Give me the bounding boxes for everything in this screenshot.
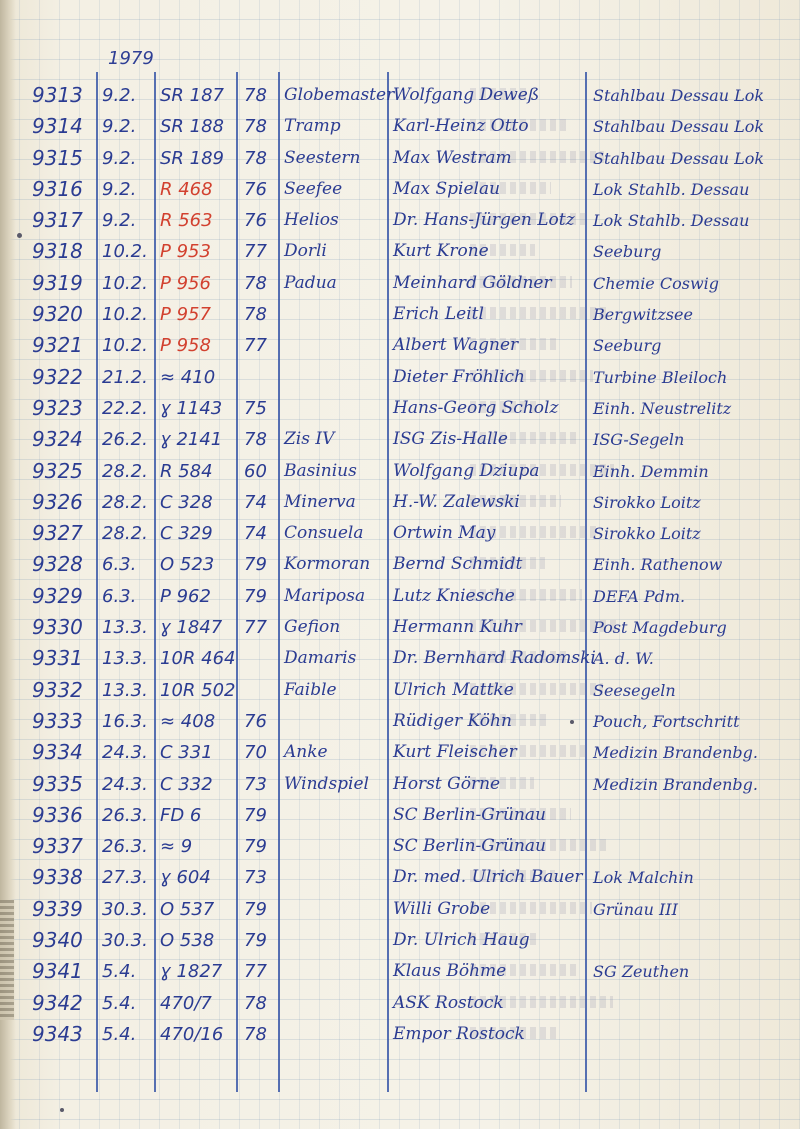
build-year: 78 — [244, 1023, 267, 1045]
build-year: 77 — [244, 335, 267, 357]
entry-date: 30.3. — [102, 898, 148, 920]
entry-number: 9317 — [32, 208, 83, 233]
sail-number: 10R 464 — [160, 648, 236, 670]
table-row — [0, 299, 800, 330]
owner-name: SC Berlin-Grünau — [393, 836, 546, 857]
entry-date: 27.3. — [102, 867, 148, 889]
entry-number: 9316 — [32, 176, 83, 201]
table-row — [0, 80, 800, 111]
owner-name: Dr. Hans-Jürgen Lotz — [393, 210, 575, 231]
club-name: Einh. Neustrelitz — [593, 398, 732, 418]
entry-number: 9339 — [32, 896, 83, 921]
owner-name: Willi Grobe — [393, 898, 491, 919]
owner-name: Wolfgang Deweß — [393, 85, 540, 105]
entry-date: 5.4. — [102, 961, 137, 983]
entry-date: 13.3. — [102, 617, 148, 639]
owner-name: Dr. med. Ulrich Bauer — [393, 867, 583, 888]
entry-number: 9323 — [32, 395, 83, 420]
entry-date: 28.2. — [102, 460, 148, 482]
entry-date: 22.2. — [102, 397, 148, 419]
boat-name: Mariposa — [284, 585, 366, 606]
table-row — [0, 174, 800, 205]
paper-speck — [60, 1108, 64, 1112]
table-row — [0, 581, 800, 612]
owner-name: Karl-Heinz Otto — [393, 116, 529, 137]
table-row — [0, 1019, 800, 1050]
club-name: Medizin Brandenbg. — [593, 774, 758, 794]
boat-name: Anke — [284, 742, 328, 763]
sail-number: ɣ 1827 — [160, 961, 223, 983]
build-year: 79 — [244, 554, 267, 576]
build-year: 76 — [244, 710, 267, 732]
entry-number: 9320 — [32, 302, 83, 327]
entry-date: 24.3. — [102, 742, 148, 764]
boat-name: Globemaster — [284, 85, 395, 105]
entry-number: 9319 — [32, 270, 83, 295]
boat-name: Damaris — [284, 648, 357, 669]
owner-name: Empor Rostock — [393, 1023, 525, 1044]
sail-number: ɣ 604 — [160, 867, 211, 889]
sail-number: O 537 — [160, 898, 215, 920]
sail-number: ≈ 9 — [160, 836, 193, 858]
club-name: Lok Stahlb. Dessau — [593, 211, 750, 231]
owner-name: H.-W. Zalewski — [393, 491, 520, 512]
entry-number: 9336 — [32, 802, 83, 827]
table-row — [0, 894, 800, 925]
sail-number: ɣ 1847 — [160, 617, 223, 639]
club-name: Pouch, Fortschritt — [593, 711, 740, 731]
entry-number: 9326 — [32, 489, 83, 514]
entry-date: 9.2. — [102, 210, 137, 232]
entry-date: 6.3. — [102, 585, 137, 607]
table-row — [0, 549, 800, 580]
boat-name: Kormoran — [284, 554, 371, 575]
boat-name: Zis IV — [284, 429, 335, 450]
entry-date: 6.3. — [102, 554, 137, 576]
owner-name: Horst Görne — [393, 773, 501, 794]
club-name: Chemie Coswig — [593, 273, 719, 293]
build-year: 76 — [244, 178, 267, 200]
build-year: 78 — [244, 304, 267, 326]
club-name: Medizin Brandenbg. — [593, 743, 758, 763]
boat-name: Minerva — [284, 491, 356, 512]
entry-number: 9341 — [32, 959, 83, 984]
table-row — [0, 205, 800, 236]
boat-name: Consuela — [284, 523, 364, 544]
table-row — [0, 143, 800, 174]
table-row — [0, 111, 800, 142]
club-name: Grünau III — [593, 899, 678, 919]
build-year: 77 — [244, 617, 267, 639]
club-name: A. d. W. — [593, 649, 654, 669]
club-name: Bergwitzsee — [593, 305, 693, 325]
owner-name: Dr. Bernhard Radomski — [393, 648, 596, 669]
sail-number: O 538 — [160, 930, 215, 952]
owner-name: Max Spielau — [393, 178, 501, 199]
build-year: 79 — [244, 804, 267, 826]
entry-date: 26.3. — [102, 804, 148, 826]
entry-date: 10.2. — [102, 241, 148, 263]
sail-number: P 957 — [160, 304, 211, 326]
table-row — [0, 456, 800, 487]
sail-number: R 584 — [160, 460, 213, 482]
entry-date: 28.2. — [102, 523, 148, 545]
build-year: 78 — [244, 85, 267, 106]
entry-date: 13.3. — [102, 679, 148, 701]
build-year: 78 — [244, 992, 267, 1014]
entry-date: 5.4. — [102, 992, 137, 1014]
owner-name: Klaus Böhme — [393, 961, 507, 982]
year-heading: 1979 — [108, 48, 154, 69]
owner-name: Bernd Schmidt — [393, 554, 523, 575]
club-name: Einh. Demmin — [593, 461, 709, 481]
build-year: 73 — [244, 773, 267, 795]
entry-date: 24.3. — [102, 773, 148, 795]
owner-name: Wolfgang Dziupa — [393, 460, 540, 481]
build-year: 77 — [244, 241, 267, 263]
entry-number: 9338 — [32, 865, 83, 890]
table-row — [0, 424, 800, 455]
table-row — [0, 487, 800, 518]
club-name: Stahlbau Dessau Lok — [593, 148, 765, 168]
entry-number: 9340 — [32, 928, 83, 953]
entry-number: 9313 — [32, 83, 83, 107]
sail-number: C 328 — [160, 491, 213, 513]
entry-number: 9334 — [32, 740, 83, 765]
boat-name: Basinius — [284, 460, 357, 481]
owner-name: Dr. Ulrich Haug — [393, 930, 530, 951]
entry-date: 9.2. — [102, 116, 137, 138]
entry-date: 26.2. — [102, 429, 148, 451]
club-name: Seesegeln — [593, 680, 676, 700]
sail-number: P 958 — [160, 335, 211, 357]
sail-number: 470/16 — [160, 1023, 224, 1045]
club-name: Sirokko Loitz — [593, 524, 701, 544]
entry-date: 5.4. — [102, 1023, 137, 1045]
entry-number: 9331 — [32, 646, 83, 671]
sail-number: C 332 — [160, 773, 213, 795]
build-year: 78 — [244, 429, 267, 451]
sail-number: P 962 — [160, 585, 211, 607]
build-year: 75 — [244, 397, 267, 419]
owner-name: Kurt Fleischer — [393, 742, 517, 763]
boat-name: Helios — [284, 210, 339, 231]
table-row — [0, 956, 800, 987]
build-year: 74 — [244, 523, 267, 545]
table-row — [0, 643, 800, 674]
table-row — [0, 706, 800, 737]
sail-number: SR 187 — [160, 85, 225, 106]
owner-name: ISG Zis-Halle — [393, 429, 508, 450]
table-row — [0, 800, 800, 831]
bleed-through-ink — [470, 307, 609, 319]
owner-name: Max Westram — [393, 147, 512, 168]
sail-number: 10R 502 — [160, 679, 236, 701]
entry-number: 9332 — [32, 677, 83, 702]
sail-number: ɣ 1143 — [160, 397, 223, 419]
sail-number: O 523 — [160, 554, 215, 576]
build-year: 79 — [244, 898, 267, 920]
entry-date: 16.3. — [102, 710, 148, 732]
sail-number: P 953 — [160, 241, 211, 263]
sail-number: R 563 — [160, 210, 213, 232]
owner-name: Albert Wagner — [393, 335, 519, 356]
table-row — [0, 393, 800, 424]
entry-number: 9318 — [32, 239, 83, 264]
boat-name: Gefion — [284, 617, 341, 638]
build-year: 78 — [244, 147, 267, 169]
owner-name: SC Berlin-Grünau — [393, 804, 546, 825]
sail-number: C 329 — [160, 523, 213, 545]
owner-name: ASK Rostock — [393, 992, 504, 1013]
register-entries — [0, 80, 800, 1050]
boat-name: Faible — [284, 679, 337, 700]
entry-number: 9342 — [32, 990, 83, 1015]
club-name: Seeburg — [593, 242, 662, 262]
sail-number: ≈ 408 — [160, 710, 216, 732]
table-row — [0, 737, 800, 768]
club-name: Sirokko Loitz — [593, 492, 701, 512]
table-row — [0, 362, 800, 393]
table-row — [0, 862, 800, 893]
entry-date: 28.2. — [102, 491, 148, 513]
sail-number: ≈ 410 — [160, 366, 216, 388]
build-year: 78 — [244, 116, 267, 138]
table-row — [0, 675, 800, 706]
sail-number: 470/7 — [160, 992, 212, 1014]
club-name: ISG-Segeln — [593, 430, 685, 450]
owner-name: Hans-Georg Scholz — [393, 397, 559, 418]
club-name: Seeburg — [593, 336, 662, 356]
club-name: Turbine Bleiloch — [593, 367, 728, 387]
club-name: Einh. Rathenow — [593, 555, 723, 575]
table-row — [0, 925, 800, 956]
owner-name: Lutz Kniesche — [393, 585, 515, 606]
entry-date: 13.3. — [102, 648, 148, 670]
owner-name: Dieter Fröhlich — [393, 366, 525, 387]
entry-date: 9.2. — [102, 147, 137, 169]
entry-number: 9321 — [32, 333, 83, 358]
sail-number: ɣ 2141 — [160, 429, 223, 451]
entry-date: 10.2. — [102, 272, 148, 294]
entry-date: 9.2. — [102, 178, 137, 200]
owner-name: Erich Leitl — [393, 304, 484, 325]
entry-date: 10.2. — [102, 304, 148, 326]
sail-number: SR 188 — [160, 116, 225, 138]
entry-number: 9330 — [32, 615, 83, 640]
entry-date: 26.3. — [102, 836, 148, 858]
owner-name: Meinhard Göldner — [393, 272, 552, 293]
boat-name: Windspiel — [284, 773, 369, 794]
entry-date: 9.2. — [102, 85, 137, 106]
table-row — [0, 988, 800, 1019]
entry-date: 21.2. — [102, 366, 148, 388]
table-row — [0, 330, 800, 361]
entry-number: 9315 — [32, 145, 83, 170]
build-year: 60 — [244, 460, 267, 482]
sail-number: FD 6 — [160, 804, 202, 826]
owner-name: Hermann Kuhr — [393, 617, 522, 638]
table-row — [0, 831, 800, 862]
sail-number: P 956 — [160, 272, 211, 294]
entry-number: 9324 — [32, 427, 83, 452]
club-name: Lok Malchin — [593, 868, 694, 888]
entry-number: 9314 — [32, 114, 83, 139]
boat-name: Tramp — [284, 116, 341, 137]
club-name: Stahlbau Dessau Lok — [593, 86, 765, 105]
table-row — [0, 612, 800, 643]
club-name: Stahlbau Dessau Lok — [593, 117, 765, 137]
entry-number: 9327 — [32, 521, 83, 546]
build-year: 74 — [244, 491, 267, 513]
build-year: 73 — [244, 867, 267, 889]
table-row — [0, 236, 800, 267]
club-name: Post Magdeburg — [593, 618, 727, 638]
entry-number: 9329 — [32, 583, 83, 608]
build-year: 76 — [244, 210, 267, 232]
entry-number: 9337 — [32, 834, 83, 859]
boat-name: Padua — [284, 272, 337, 293]
sail-number: SR 189 — [160, 147, 225, 169]
entry-date: 10.2. — [102, 335, 148, 357]
entry-number: 9343 — [32, 1021, 83, 1046]
table-row — [0, 268, 800, 299]
club-name: SG Zeuthen — [593, 962, 690, 982]
build-year: 79 — [244, 585, 267, 607]
club-name: DEFA Pdm. — [593, 586, 686, 606]
sail-number: R 468 — [160, 178, 213, 200]
entry-date: 30.3. — [102, 930, 148, 952]
build-year: 79 — [244, 930, 267, 952]
entry-number: 9335 — [32, 771, 83, 796]
entry-number: 9322 — [32, 364, 83, 389]
boat-name: Seestern — [284, 147, 361, 168]
sail-number: C 331 — [160, 742, 213, 764]
table-row — [0, 518, 800, 549]
build-year: 79 — [244, 836, 267, 858]
owner-name: Kurt Krone — [393, 241, 489, 262]
table-row — [0, 769, 800, 800]
owner-name: Rüdiger Köhn — [393, 710, 512, 731]
owner-name: Ortwin May — [393, 523, 496, 544]
build-year: 77 — [244, 961, 267, 983]
entry-number: 9333 — [32, 708, 83, 733]
club-name: Lok Stahlb. Dessau — [593, 179, 750, 199]
entry-number: 9328 — [32, 552, 83, 577]
boat-name: Seefee — [284, 178, 343, 199]
entry-number: 9325 — [32, 458, 83, 483]
build-year: 78 — [244, 272, 267, 294]
boat-name: Dorli — [284, 241, 327, 262]
owner-name: Ulrich Mattke — [393, 679, 514, 700]
build-year: 70 — [244, 742, 267, 764]
